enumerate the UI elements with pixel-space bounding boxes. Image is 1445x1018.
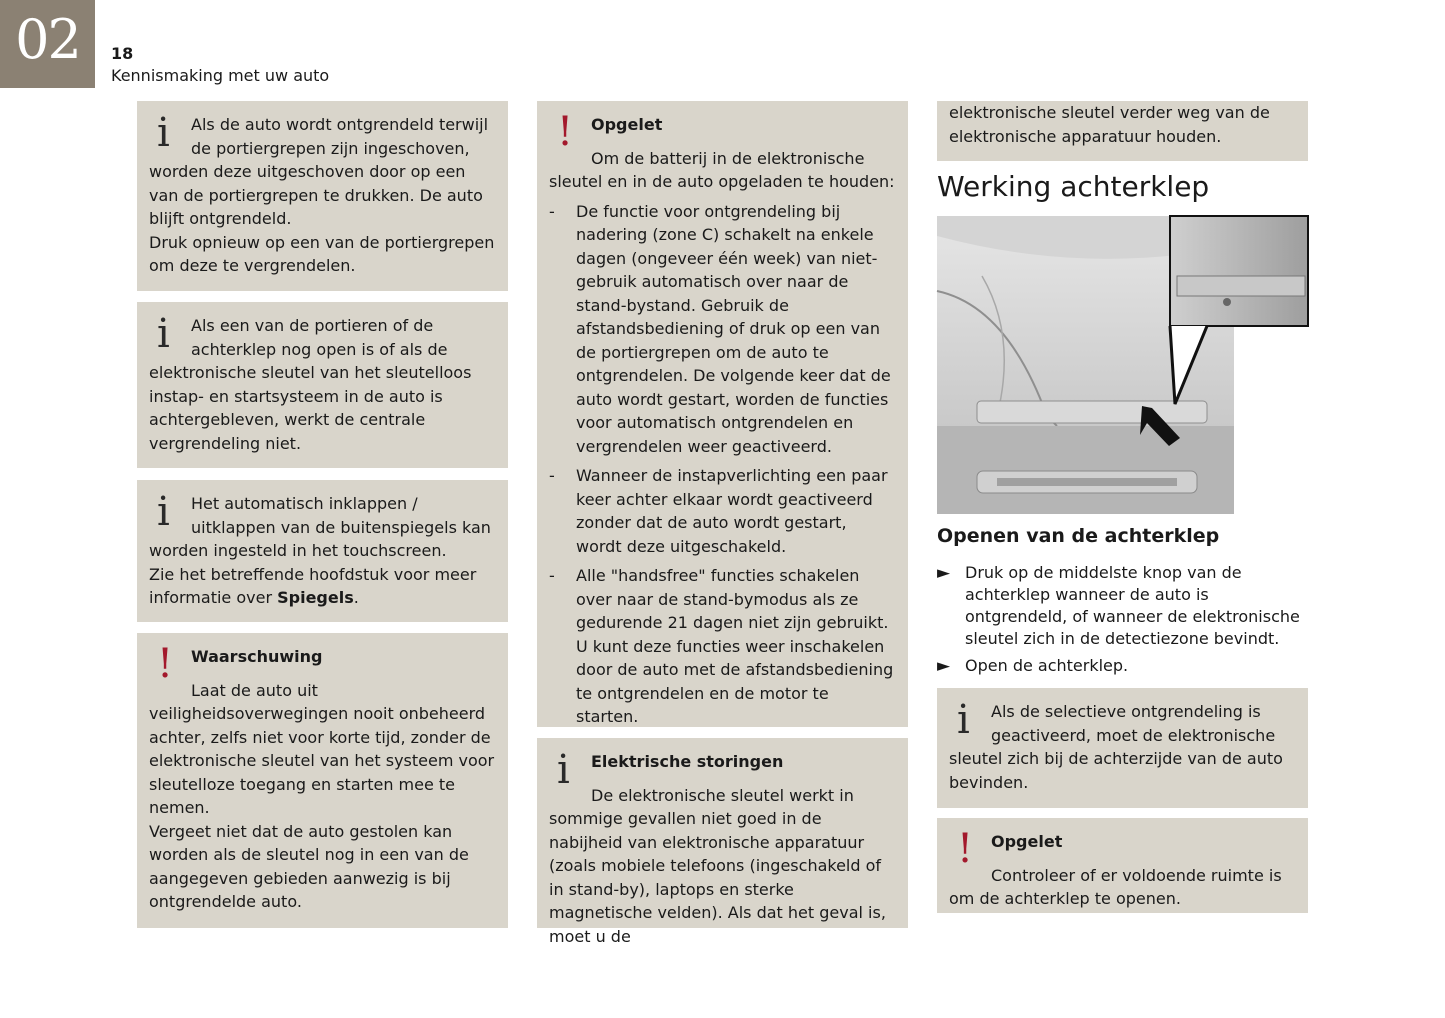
caution-text: sleutel en in de auto opgeladen te houden: xyxy=(549,172,895,191)
arrow-bullet-icon: ► xyxy=(937,563,951,583)
chapter-tab xyxy=(0,0,95,88)
warning-box xyxy=(137,633,508,928)
info-icon: i xyxy=(157,110,170,156)
list-item: - Alle "handsfree" functies schakelen over naar de stand-bymodus als ze gedurende 21 dagen niet zijn gebruikt. U kunt deze functies weer inschakelen door de auto met de afstandsbediening te ontgrendelen en de motor te starten. xyxy=(549,564,896,729)
note-box-central-locking xyxy=(137,302,508,468)
warning-title: Waarschuwing xyxy=(191,647,323,666)
list-item: ► Open de achterklep. xyxy=(937,656,1129,676)
note-text: Zie het betreffende hoofdstuk voor meer informatie over Spiegels. xyxy=(149,564,477,607)
caution-list xyxy=(549,200,896,729)
subheading: Openen van de achterklep xyxy=(937,525,1220,547)
caution-box-space xyxy=(937,818,1308,913)
steps-list xyxy=(937,562,1309,682)
info-icon: i xyxy=(157,311,170,357)
info-text: De elektronische sleutel werkt in xyxy=(591,785,854,805)
list-item: - Wanneer de instapverlichting een paar keer achter elkaar wordt geactiveerd zonder dat de auto wordt gestart, wordt deze uitgeschakeld. xyxy=(549,464,896,558)
info-title: Elektrische storingen xyxy=(591,752,784,771)
note-text: Het automatisch inklappen / uitklappen van de buitenspiegels kan xyxy=(191,494,491,537)
caution-text: Controleer of er voldoende ruimte is xyxy=(991,865,1282,885)
exclamation-icon: ! xyxy=(557,109,574,155)
exclamation-icon: ! xyxy=(157,641,174,687)
info-box-interference xyxy=(537,738,908,946)
note-box-unlock-handles xyxy=(137,101,508,291)
note-text: sleutel zich bij de achterzijde van de auto bevinden. xyxy=(949,749,1283,792)
caution-text: Om de batterij in de elektronische xyxy=(591,148,865,168)
note-text: Als de auto wordt ontgrendeld terwijl de portiergrepen zijn ingeschoven, xyxy=(191,115,489,158)
info-icon: i xyxy=(957,697,970,743)
section-title: Kennismaking met uw auto xyxy=(111,66,330,85)
note-text: worden ingesteld in het touchscreen. xyxy=(149,541,447,560)
exclamation-icon: ! xyxy=(957,826,974,872)
warning-text: Vergeet niet dat de auto gestolen kan worden als de sleutel nog in een van de aangegeven gebieden aanwezig is bij ontgrendelde auto. xyxy=(149,821,469,911)
note-text: worden deze uitgeschoven door op een van de portiergrepen te drukken. De auto blijft ontgrendeld. xyxy=(149,162,483,228)
tailgate-illustration xyxy=(937,216,1308,514)
chapter-number: 02 xyxy=(15,8,80,71)
note-box-mirrors xyxy=(137,480,508,622)
caution-title: Opgelet xyxy=(991,832,1063,851)
continuation-text: elektronische sleutel verder weg van de elektronische apparatuur houden. xyxy=(949,103,1270,146)
section-heading: Werking achterklep xyxy=(937,170,1210,203)
info-icon: i xyxy=(557,747,570,793)
note-text: Als de selectieve ontgrendeling is geactiveerd, moet de elektronische xyxy=(991,702,1276,745)
page-number: 18 xyxy=(111,44,134,63)
arrow-bullet-icon: ► xyxy=(937,656,951,676)
warning-text: Laat de auto uit xyxy=(191,680,318,700)
list-item: ► Druk op de middelste knop van de achterklep wanneer de auto is ontgrendeld, of wanneer de elektronische sleutel zich in de detectiezone bevindt. xyxy=(937,563,1300,648)
continuation-box xyxy=(937,101,1308,161)
caution-title: Opgelet xyxy=(591,115,663,134)
warning-text: veiligheidsoverwegingen nooit onbeheerd achter, zelfs niet voor korte tijd, zonder de elektronische sleutel van het systeem voor sleutelloze toegang en starten mee te nemen. xyxy=(149,704,495,817)
note-text: elektronische sleutel van het sleutelloos instap- en startsysteem in de auto is achtergebleven, werkt de centrale vergrendeling niet. xyxy=(149,363,472,453)
note-text: Druk opnieuw op een van de portiergrepen om deze te vergrendelen. xyxy=(149,232,495,275)
info-icon: i xyxy=(157,489,170,535)
caution-box-battery xyxy=(537,101,908,727)
info-text: sommige gevallen niet goed in de nabijheid van elektronische apparatuur (zoals mobiele telefoons (ingeschakeld of in stand-by), laptops en sterke magnetische velden). Als dat het geval is, moet u de xyxy=(549,809,886,946)
note-text: Als een van de portieren of de achterklep nog open is of als de xyxy=(191,316,448,359)
note-box-selective-unlock xyxy=(937,688,1308,808)
caution-text: om de achterklep te openen. xyxy=(949,889,1181,908)
mirrors-reference: Spiegels xyxy=(277,588,354,607)
list-item: - De functie voor ontgrendeling bij nadering (zone C) schakelt na enkele dagen (ongeveer één week) van niet-gebruik automatisch over naar de stand-bystand. Gebruik de afstandsbediening of druk op een van de portiergrepen om de auto te ontgrendelen. De volgende keer dat de auto wordt gestart, worden de functies voor automatisch ontgrendelen en vergrendelen weer geactiveerd. xyxy=(549,200,896,459)
